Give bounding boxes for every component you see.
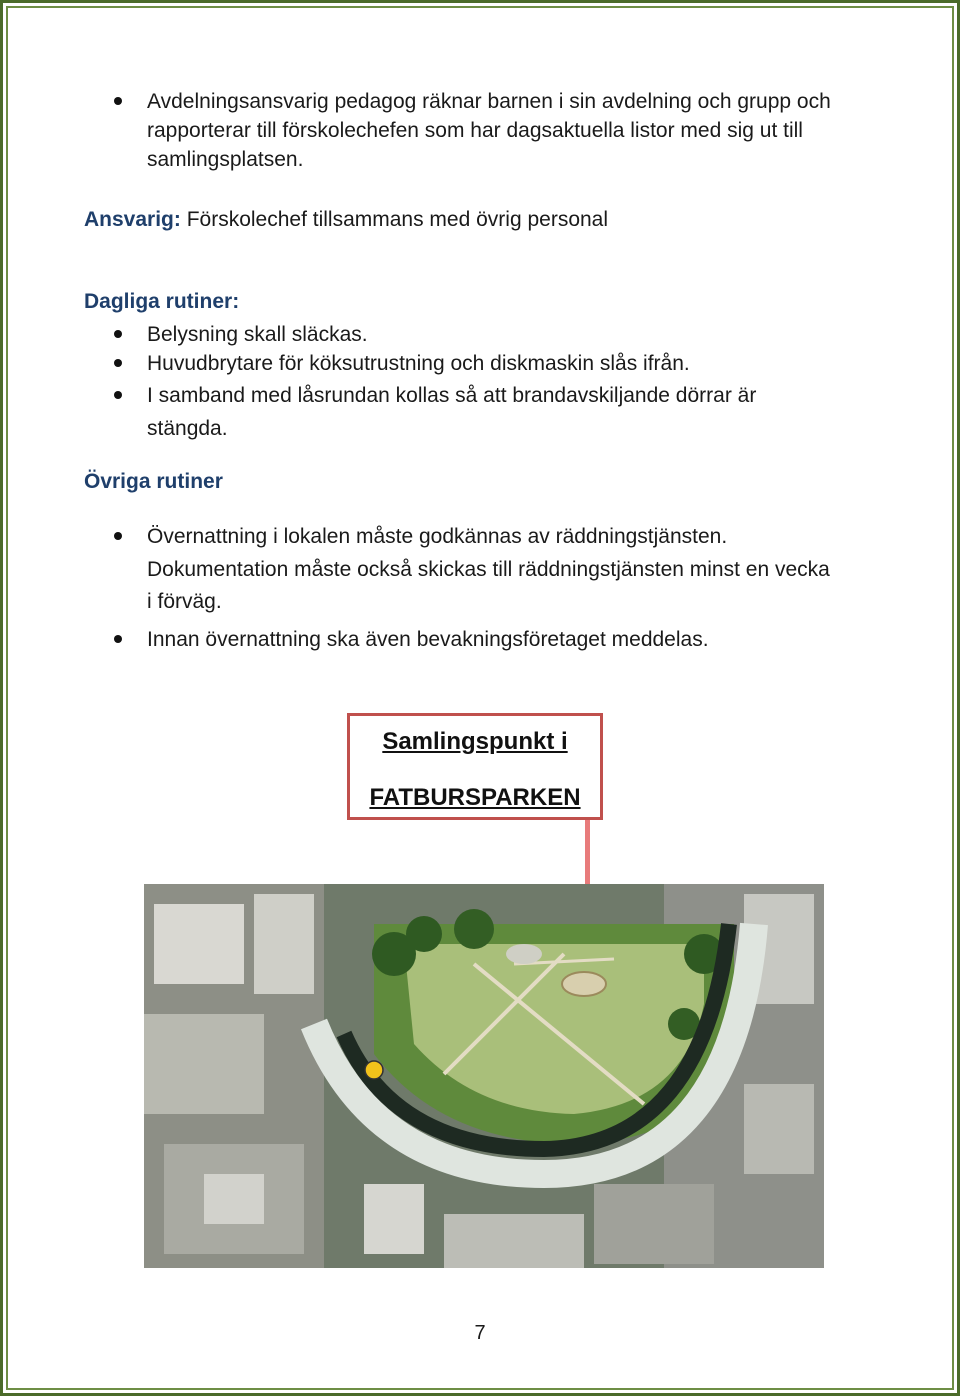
bullet-text: Huvudbrytare för köksutrustning och diskmaskin slås ifrån.: [147, 352, 690, 375]
bullet-line: rapporterar till förskolechefen som har dagsaktuella listor med sig ut till: [147, 119, 803, 142]
bullet-text: Innan övernattning ska även bevakningsföretaget meddelas.: [147, 628, 709, 651]
bullet-icon: [114, 635, 122, 643]
callout-line-1: Samlingspunkt i: [382, 728, 568, 755]
ansvarig-text: Förskolechef tillsammans med övrig personal: [180, 208, 609, 231]
bullet-line: Avdelningsansvarig pedagog räknar barnen i sin avdelning och grupp och: [147, 90, 831, 113]
ansvarig-line: [84, 205, 608, 234]
bullet-line: i förväg.: [147, 590, 222, 613]
bullet-icon: [114, 391, 122, 399]
assembly-point-callout: [347, 713, 603, 820]
bullet-icon: [114, 532, 122, 540]
bullet-line: I samband med låsrundan kollas så att brandavskiljande dörrar är: [147, 384, 757, 407]
ansvarig-label: Ansvarig:: [84, 208, 181, 231]
bullet-icon: [114, 359, 122, 367]
page-number: 7: [474, 1322, 486, 1344]
bullet-icon: [114, 97, 122, 105]
bullet-text: Belysning skall släckas.: [147, 323, 368, 346]
ovriga-heading: Övriga rutiner: [84, 470, 223, 493]
bullet-icon: [114, 330, 122, 338]
bullet-line: stängda.: [147, 417, 228, 440]
bullet-line: samlingsplatsen.: [147, 148, 304, 171]
aerial-map-image: [144, 884, 824, 1268]
dagliga-heading: Dagliga rutiner:: [84, 290, 240, 313]
bullet-line: Övernattning i lokalen måste godkännas av räddningstjänsten.: [147, 525, 728, 548]
bullet-line: Dokumentation måste också skickas till räddningstjänsten minst en vecka: [147, 558, 830, 581]
callout-line-2: FATBURSPARKEN: [369, 784, 581, 811]
